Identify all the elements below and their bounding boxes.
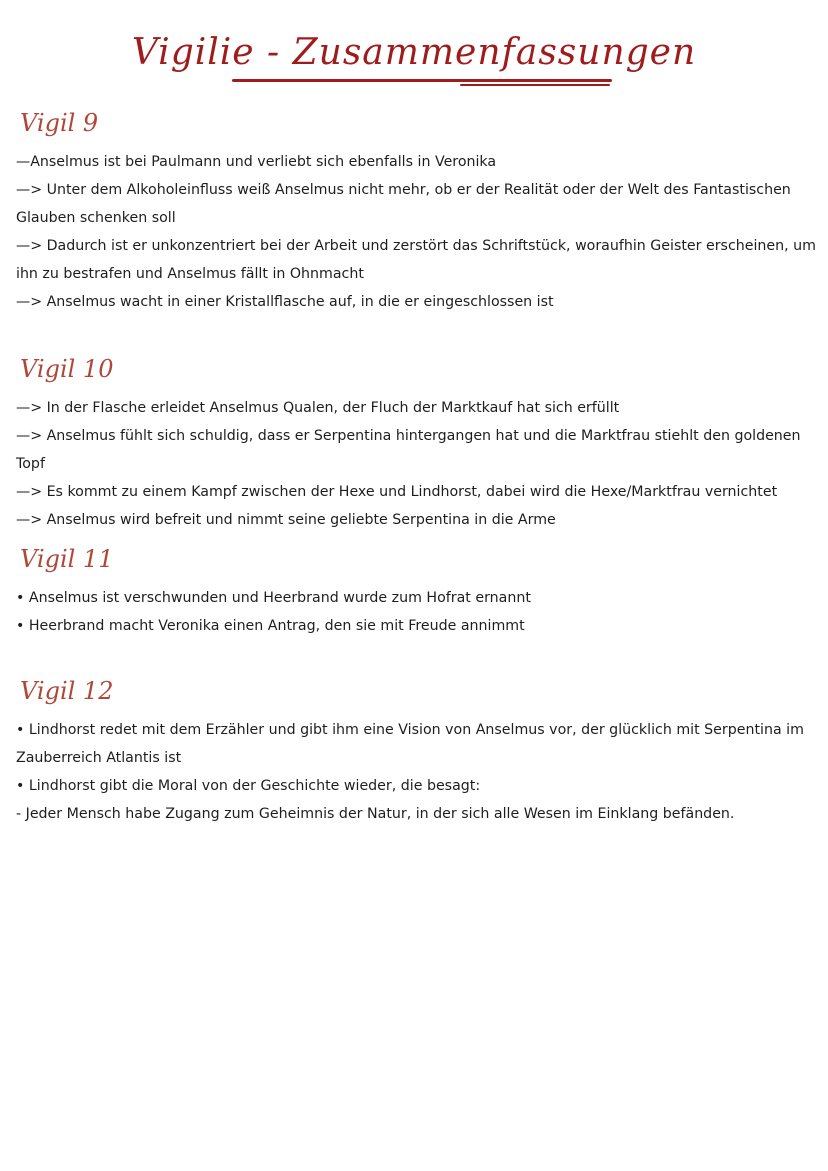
text-line: —> In der Flasche erleidet Anselmus Qualen, der Fluch der Marktkauf hat sich erfüllt — [16, 400, 620, 416]
section-vigil-12 — [16, 672, 816, 828]
text-line: • Lindhorst redet mit dem Erzähler und gibt ihm eine Vision von Anselmus vor, der glücklich mit Serpentina im Zauberreich Atlantis ist — [16, 722, 804, 766]
section-heading: Vigil 9 — [20, 109, 99, 137]
title-underline — [232, 79, 612, 82]
section-lines — [16, 716, 816, 828]
text-line: • Heerbrand macht Veronika einen Antrag, den sie mit Freude annimmt — [16, 618, 525, 634]
page-title: Vigilie - Zusammenfassungen — [131, 32, 697, 73]
section-heading: Vigil 10 — [20, 355, 114, 383]
text-line: - Jeder Mensch habe Zugang zum Geheimnis der Natur, in der sich alle Wesen im Einklang befänden. — [16, 806, 735, 822]
text-line: —> Anselmus fühlt sich schuldig, dass er Serpentina hintergangen hat und die Marktfrau stiehlt den goldenen Topf — [16, 428, 801, 472]
text-line: • Lindhorst gibt die Moral von der Geschichte wieder, die besagt: — [16, 778, 481, 794]
section-vigil-9 — [16, 104, 816, 316]
section-lines — [16, 394, 816, 534]
title-underline-accent — [460, 84, 610, 86]
section-vigil-11 — [16, 540, 816, 640]
section-lines — [16, 584, 816, 640]
text-line: —Anselmus ist bei Paulmann und verliebt sich ebenfalls in Veronika — [16, 154, 497, 170]
section-lines — [16, 148, 816, 316]
text-line: —> Es kommt zu einem Kampf zwischen der Hexe und Lindhorst, dabei wird die Hexe/Marktfrau vernichtet — [16, 484, 778, 500]
section-heading: Vigil 12 — [20, 677, 114, 705]
section-vigil-10 — [16, 350, 816, 534]
text-line: —> Unter dem Alkoholeinfluss weiß Anselmus nicht mehr, ob er der Realität oder der Welt des Fantastischen Glauben schenken soll — [16, 182, 791, 226]
text-line: —> Dadurch ist er unkonzentriert bei der Arbeit und zerstört das Schriftstück, woraufhin Geister erscheinen, um ihn zu bestrafen und Anselmus fällt in Ohnmacht — [16, 238, 816, 282]
title-area — [0, 28, 828, 78]
text-line: —> Anselmus wird befreit und nimmt seine geliebte Serpentina in die Arme — [16, 512, 556, 528]
section-heading: Vigil 11 — [20, 545, 114, 573]
text-line: —> Anselmus wacht in einer Kristallflasche auf, in die er eingeschlossen ist — [16, 294, 554, 310]
text-line: • Anselmus ist verschwunden und Heerbrand wurde zum Hofrat ernannt — [16, 590, 531, 606]
